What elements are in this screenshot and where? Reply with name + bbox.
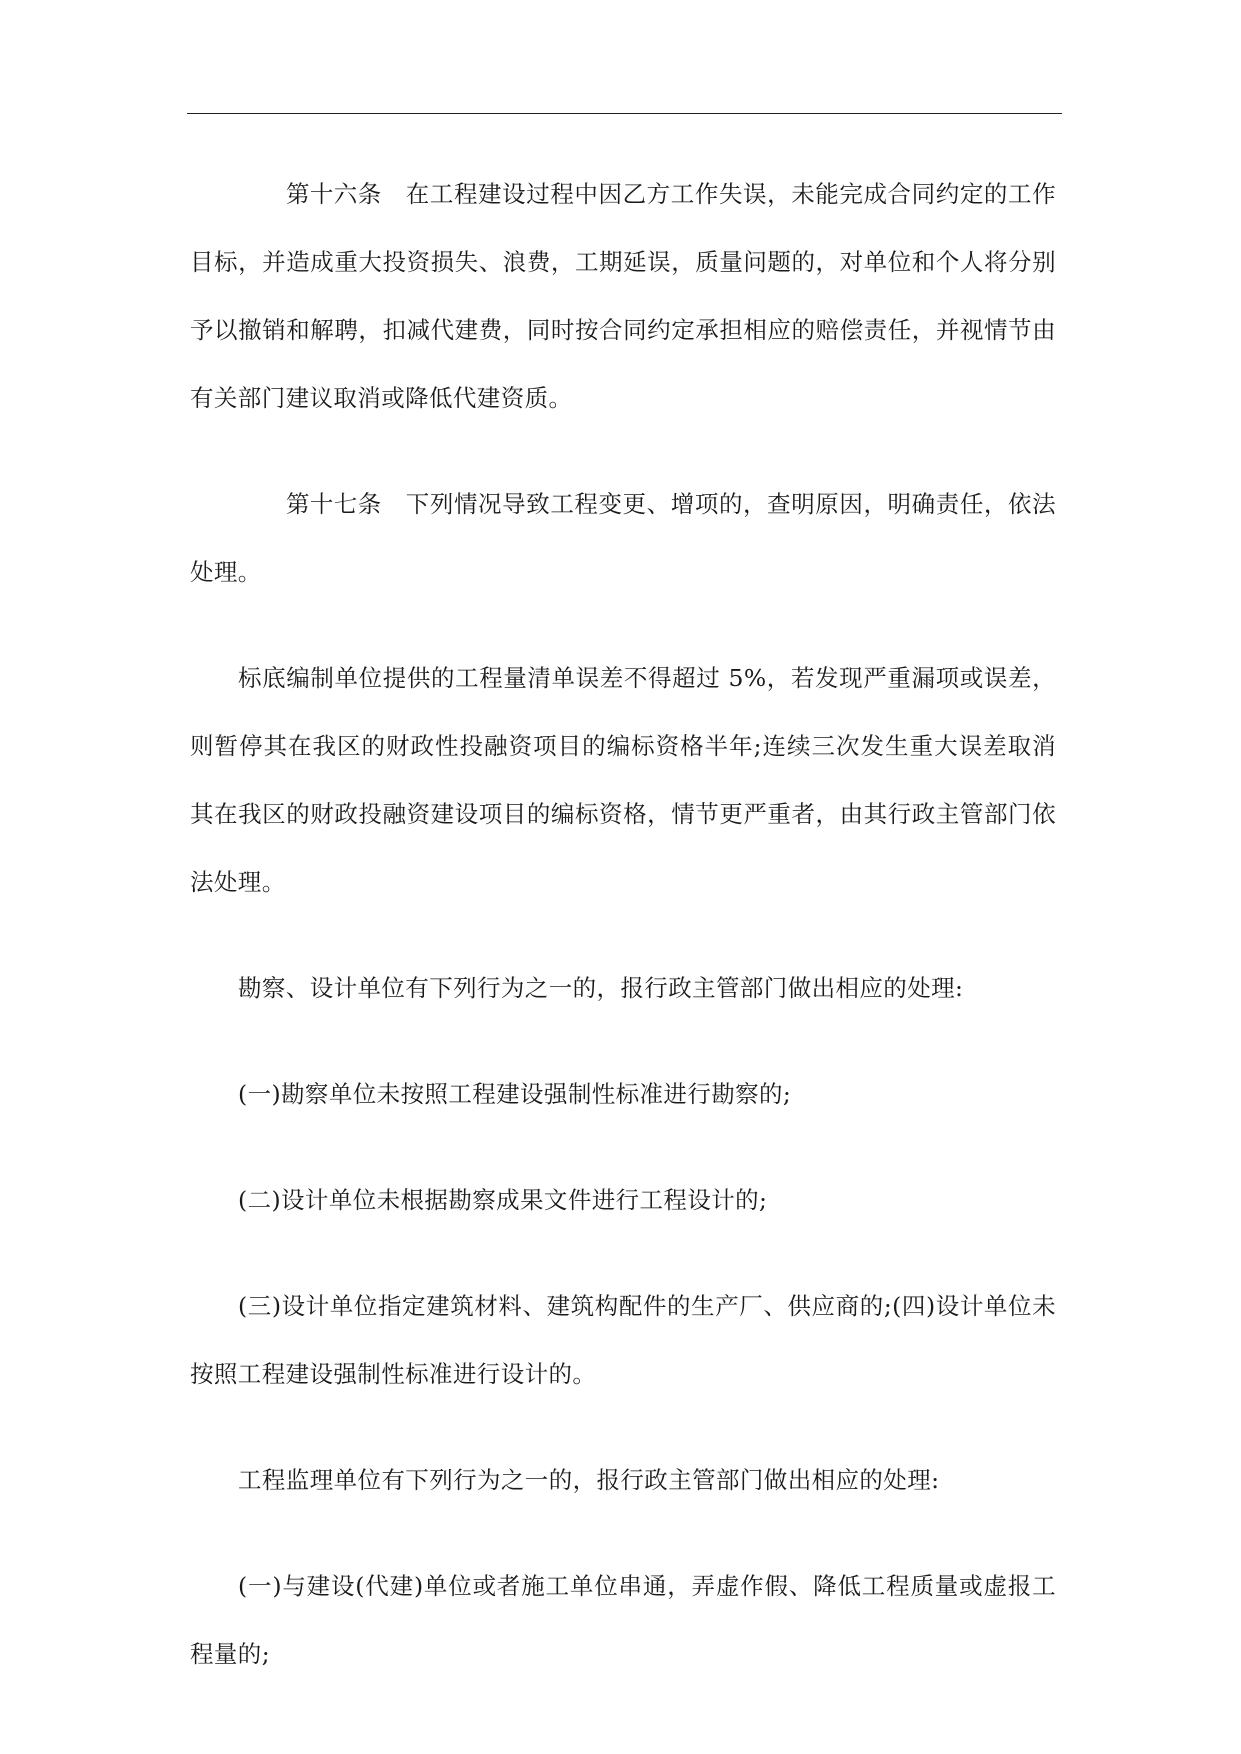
- supervision-intro-text: 工程监理单位有下列行为之一的，报行政主管部门做出相应的处理:: [238, 1466, 940, 1494]
- survey-item-3-4-text: (三)设计单位指定建筑材料、建筑构配件的生产厂、供应商的;(四)设计单位未按照工程建设强制性标准进行设计的。: [190, 1292, 1056, 1388]
- article-16-text: 在工程建设过程中因乙方工作失误，未能完成合同约定的工作目标，并造成重大投资损失、浪费，工期延误，质量问题的，对单位和个人将分别予以撤销和解聘，扣减代建费，同时按合同约定承担相应的赔偿责任，并视情节由有关部门建议取消或降低代建资质。: [190, 180, 1056, 412]
- article-16-heading: 第十六条: [286, 180, 382, 208]
- supervision-item-1-text: (一)与建设(代建)单位或者施工单位串通，弄虚作假、降低工程质量或虚报工程量的;: [190, 1572, 1056, 1668]
- bid-base-error-paragraph: [190, 644, 1056, 916]
- bid-base-error-text: 标底编制单位提供的工程量清单误差不得超过 5%，若发现严重漏项或误差，则暂停其在我区的财政性投融资项目的编标资格半年;连续三次发生重大误差取消其在我区的财政投融资建设项目的编标资格，情节更严重者，由其行政主管部门依法处理。: [190, 664, 1056, 896]
- survey-design-intro-paragraph: [190, 954, 1056, 1022]
- article-16-paragraph: [190, 160, 1056, 432]
- survey-item-1-paragraph: [190, 1060, 1056, 1128]
- supervision-item-1-paragraph: [190, 1552, 1056, 1688]
- article-17-paragraph: [190, 470, 1056, 606]
- survey-item-2-paragraph: [190, 1166, 1056, 1234]
- supervision-intro-paragraph: [190, 1446, 1056, 1514]
- header-rule: [187, 113, 1062, 114]
- document-body: [190, 160, 1056, 1726]
- survey-item-3-4-paragraph: [190, 1272, 1056, 1408]
- survey-item-1-text: (一)勘察单位未按照工程建设强制性标准进行勘察的;: [238, 1080, 792, 1108]
- article-17-text: 下列情况导致工程变更、增项的，查明原因，明确责任，依法处理。: [190, 490, 1056, 586]
- survey-item-2-text: (二)设计单位未根据勘察成果文件进行工程设计的;: [238, 1186, 768, 1214]
- survey-design-intro-text: 勘察、设计单位有下列行为之一的，报行政主管部门做出相应的处理:: [238, 974, 964, 1002]
- article-17-heading: 第十七条: [286, 490, 382, 518]
